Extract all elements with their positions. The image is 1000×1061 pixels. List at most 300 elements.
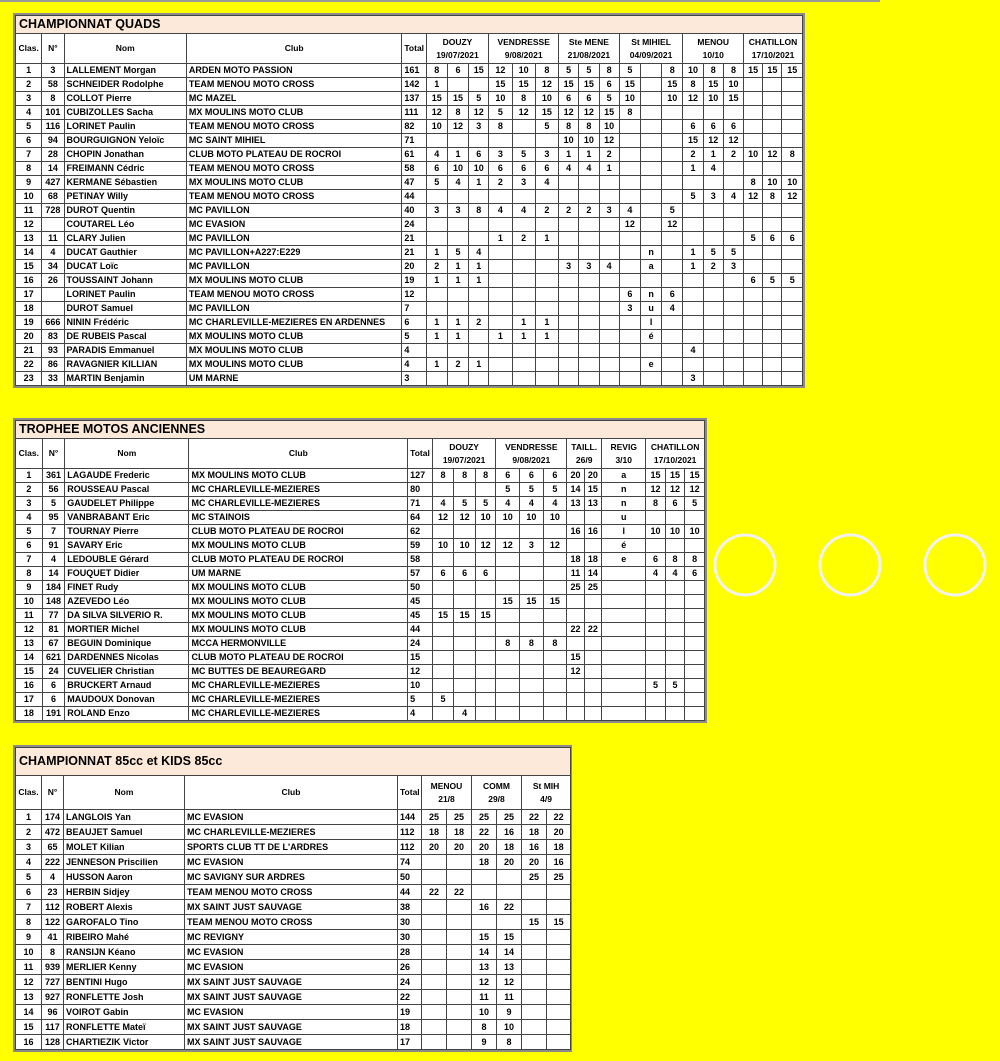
cell-score (683, 316, 703, 330)
cell-nom: AZEVEDO Léo (65, 595, 189, 609)
cell-score (685, 539, 705, 553)
event-header: COMM 29/8 (472, 776, 522, 810)
cell-score: 1 (512, 316, 535, 330)
cell-score: 1 (683, 246, 703, 260)
cell-score (543, 567, 567, 581)
cell-score (454, 651, 476, 665)
cell-score (454, 553, 476, 567)
cell-score (559, 316, 579, 330)
cell-score (646, 693, 666, 707)
cell-score (559, 358, 579, 372)
cell-score (535, 274, 558, 288)
cell-club: MC CHARLEVILLE-MEZIERES EN ARDENNES (186, 316, 401, 330)
cell-club: MX SAINT JUST SAUVAGE (185, 990, 398, 1005)
cell-score (559, 302, 579, 316)
cell-club: MC SAVIGNY SUR ARDRES (185, 870, 398, 885)
cell-score: 15 (619, 78, 640, 92)
cell-total: 19 (398, 1005, 422, 1020)
cell-nom: MARTIN Benjamin (64, 372, 186, 386)
cell-score: 3 (579, 260, 599, 274)
cell-score (685, 679, 705, 693)
cell-score: 15 (496, 595, 520, 609)
cell-score: 16 (584, 525, 601, 539)
cell-score (512, 274, 535, 288)
cell-score: 12 (475, 539, 496, 553)
cell-score (543, 525, 567, 539)
cell-clas: 10 (16, 190, 42, 204)
cell-score (579, 288, 599, 302)
cell-score: 8 (665, 553, 685, 567)
cell-n: 41 (42, 930, 64, 945)
cell-score: 10 (489, 92, 512, 106)
cell-club: MC PAVILLON (186, 302, 401, 316)
cell-score (447, 1005, 472, 1020)
cell-score (744, 120, 763, 134)
cell-clas: 20 (16, 330, 42, 344)
cell-n: 56 (42, 483, 65, 497)
cell-score (640, 232, 661, 246)
cell-score: 1 (469, 274, 489, 288)
cell-score (489, 190, 512, 204)
cell-score (579, 344, 599, 358)
cell-score (547, 975, 571, 990)
cell-score: 5 (619, 64, 640, 78)
cell-score: 12 (662, 218, 683, 232)
cell-score (520, 553, 544, 567)
cell-club: MX MOULINS MOTO CLUB (186, 344, 401, 358)
cell-score: 6 (683, 120, 703, 134)
cell-score: 2 (703, 260, 723, 274)
cell-nom: CUBIZOLLES Sacha (64, 106, 186, 120)
cell-total: 80 (408, 483, 433, 497)
cell-score (723, 330, 743, 344)
cell-nom: VOIROT Gabin (64, 1005, 185, 1020)
cell-clas: 2 (16, 483, 43, 497)
kids-table (15, 747, 571, 1050)
cell-n: 116 (42, 120, 64, 134)
cell-total: 61 (402, 148, 426, 162)
cell-score (602, 609, 646, 623)
cell-score: 1 (489, 232, 512, 246)
cell-score (599, 190, 619, 204)
table-row (16, 581, 705, 595)
col-header-total: Total (408, 439, 433, 469)
col-header-n: N° (42, 439, 65, 469)
cell-score: 18 (567, 553, 584, 567)
cell-total: 71 (402, 134, 426, 148)
cell-total: 50 (398, 870, 422, 885)
cell-n: 11 (42, 232, 64, 246)
cell-score: 16 (497, 825, 522, 840)
cell-score (520, 623, 544, 637)
cell-score: 4 (432, 497, 454, 511)
cell-score (422, 975, 447, 990)
event-header: St MIH 4/9 (522, 776, 571, 810)
cell-clas: 16 (16, 274, 42, 288)
cell-score: 18 (472, 855, 497, 870)
cell-score: 15 (512, 78, 535, 92)
cell-total: 64 (408, 511, 433, 525)
cell-score (520, 651, 544, 665)
cell-score (489, 372, 512, 386)
cell-score (535, 218, 558, 232)
cell-score (683, 106, 703, 120)
cell-score: 20 (547, 825, 571, 840)
cell-score (662, 134, 683, 148)
cell-total: 44 (408, 623, 433, 637)
table-row (16, 855, 571, 870)
cell-score (599, 372, 619, 386)
cell-score (584, 707, 601, 721)
cell-total: 45 (408, 609, 433, 623)
cell-score: 2 (512, 232, 535, 246)
cell-score (543, 553, 567, 567)
cell-score (422, 915, 447, 930)
cell-score (432, 581, 454, 595)
cell-score: 6 (579, 92, 599, 106)
cell-score (782, 134, 803, 148)
cell-score: 15 (447, 92, 468, 106)
cell-total: 4 (402, 358, 426, 372)
cell-score (447, 990, 472, 1005)
cell-score (559, 190, 579, 204)
cell-score (472, 885, 497, 900)
cell-club: TEAM MENOU MOTO CROSS (186, 288, 401, 302)
cell-n (42, 288, 64, 302)
cell-club: MX MOULINS MOTO CLUB (189, 469, 408, 483)
cell-score: 10 (619, 92, 640, 106)
cell-score (469, 232, 489, 246)
cell-nom: VANBRABANT Eric (65, 511, 189, 525)
cell-score (662, 120, 683, 134)
quads-title: CHAMPIONNAT QUADS (16, 16, 803, 34)
cell-score: 14 (497, 945, 522, 960)
cell-score: 1 (426, 358, 447, 372)
cell-score: 15 (782, 64, 803, 78)
cell-score: 1 (512, 330, 535, 344)
cell-score: 14 (472, 945, 497, 960)
cell-nom: COUTAREL Léo (64, 218, 186, 232)
anciennes-table (15, 420, 705, 721)
table-row (16, 274, 803, 288)
cell-score: 6 (489, 162, 512, 176)
cell-score (723, 344, 743, 358)
cell-score: 20 (567, 469, 584, 483)
cell-score (602, 679, 646, 693)
cell-n: 222 (42, 855, 64, 870)
cell-total: 17 (398, 1035, 422, 1050)
cell-score (469, 288, 489, 302)
table-row (16, 960, 571, 975)
cell-score: 12 (543, 539, 567, 553)
table-row (16, 840, 571, 855)
cell-score (662, 358, 683, 372)
cell-n: 122 (42, 915, 64, 930)
cell-score: 5 (543, 483, 567, 497)
cell-score (782, 246, 803, 260)
cell-score (619, 344, 640, 358)
col-header-total: Total (402, 34, 426, 64)
watermark-logo (700, 520, 1000, 610)
cell-score (447, 945, 472, 960)
cell-total: 57 (408, 567, 433, 581)
cell-score: 15 (683, 134, 703, 148)
table-row (16, 232, 803, 246)
cell-n: 128 (42, 1035, 64, 1050)
cell-score (665, 665, 685, 679)
cell-clas: 12 (16, 218, 42, 232)
cell-score (683, 358, 703, 372)
cell-nom: BRUCKERT Arnaud (65, 679, 189, 693)
cell-score: 6 (559, 92, 579, 106)
cell-score: a (602, 469, 646, 483)
cell-score: 12 (599, 134, 619, 148)
table-row (16, 260, 803, 274)
cell-clas: 8 (16, 162, 42, 176)
cell-nom: LANGLOIS Yan (64, 810, 185, 825)
cell-clas: 17 (16, 288, 42, 302)
cell-clas: 4 (16, 511, 43, 525)
cell-score (469, 218, 489, 232)
cell-score (782, 260, 803, 274)
cell-score (723, 372, 743, 386)
cell-score (763, 218, 782, 232)
cell-score (723, 162, 743, 176)
cell-score (646, 637, 666, 651)
cell-score: 15 (520, 595, 544, 609)
cell-score: 15 (685, 469, 705, 483)
cell-total: 47 (402, 176, 426, 190)
cell-score: 2 (579, 204, 599, 218)
cell-score (723, 204, 743, 218)
cell-score (665, 595, 685, 609)
cell-score (665, 539, 685, 553)
cell-score (685, 595, 705, 609)
cell-club: MX MOULINS MOTO CLUB (189, 609, 408, 623)
cell-score (475, 707, 496, 721)
table-row (16, 204, 803, 218)
cell-score (763, 78, 782, 92)
cell-score (454, 665, 476, 679)
cell-clas: 9 (16, 176, 42, 190)
cell-score (579, 372, 599, 386)
cell-score: 1 (559, 148, 579, 162)
cell-total: 24 (408, 637, 433, 651)
cell-score: 18 (522, 825, 547, 840)
cell-n: 93 (42, 344, 64, 358)
cell-clas: 5 (16, 870, 42, 885)
cell-score (763, 120, 782, 134)
cell-score (619, 162, 640, 176)
event-header: Ste MENE 21/08/2021 (559, 34, 620, 64)
cell-score (567, 637, 584, 651)
cell-score (584, 539, 601, 553)
col-header-club: Club (189, 439, 408, 469)
cell-club: UM MARNE (186, 372, 401, 386)
cell-score: 15 (426, 92, 447, 106)
cell-score (520, 665, 544, 679)
cell-score: 10 (469, 162, 489, 176)
cell-score (472, 870, 497, 885)
table-row (16, 316, 803, 330)
cell-score (547, 990, 571, 1005)
cell-score (475, 693, 496, 707)
cell-club: CLUB MOTO PLATEAU DE ROCROI (189, 651, 408, 665)
cell-score (496, 609, 520, 623)
cell-score: 4 (703, 162, 723, 176)
col-header-nom: Nom (65, 439, 189, 469)
cell-score (567, 595, 584, 609)
cell-score: 1 (426, 274, 447, 288)
cell-score: e (602, 553, 646, 567)
cell-score: l (602, 525, 646, 539)
cell-score (422, 945, 447, 960)
cell-clas: 15 (16, 260, 42, 274)
cell-score: 15 (703, 78, 723, 92)
cell-nom: DARDENNES Nicolas (65, 651, 189, 665)
cell-score (744, 372, 763, 386)
cell-score: 5 (489, 106, 512, 120)
cell-clas: 13 (16, 990, 42, 1005)
cell-score: 14 (567, 483, 584, 497)
cell-score: 5 (559, 64, 579, 78)
cell-n: 148 (42, 595, 65, 609)
cell-score: 10 (512, 64, 535, 78)
cell-score (475, 637, 496, 651)
cell-score (520, 525, 544, 539)
cell-score: 12 (447, 120, 468, 134)
cell-score: 8 (763, 190, 782, 204)
cell-club: MX SAINT JUST SAUVAGE (185, 1020, 398, 1035)
cell-score: 13 (584, 497, 601, 511)
cell-score: 15 (547, 915, 571, 930)
cell-score (426, 344, 447, 358)
cell-score: 1 (426, 316, 447, 330)
cell-score (559, 330, 579, 344)
cell-score (535, 288, 558, 302)
cell-score (432, 483, 454, 497)
cell-score (426, 302, 447, 316)
table-row (16, 162, 803, 176)
cell-score (454, 525, 476, 539)
cell-score (723, 274, 743, 288)
cell-score: 6 (512, 162, 535, 176)
cell-score (744, 204, 763, 218)
cell-score: 10 (475, 511, 496, 525)
event-header: VENDRESSE 9/08/2021 (496, 439, 567, 469)
cell-score (723, 316, 743, 330)
cell-score: 1 (426, 78, 447, 92)
table-row (16, 483, 705, 497)
cell-score (432, 651, 454, 665)
cell-score: 8 (520, 637, 544, 651)
cell-score: 1 (683, 260, 703, 274)
cell-score: 4 (662, 302, 683, 316)
cell-n: 14 (42, 162, 64, 176)
cell-score: 15 (469, 64, 489, 78)
cell-total: 15 (408, 651, 433, 665)
cell-score (683, 274, 703, 288)
cell-club: MC EVASION (185, 810, 398, 825)
cell-score (422, 870, 447, 885)
cell-score: 8 (497, 1035, 522, 1050)
cell-nom: RONFLETTE Mateï (64, 1020, 185, 1035)
cell-score (426, 218, 447, 232)
cell-score (475, 679, 496, 693)
cell-score (454, 693, 476, 707)
cell-clas: 13 (16, 232, 42, 246)
cell-score (432, 525, 454, 539)
cell-score (602, 693, 646, 707)
table-row (16, 1005, 571, 1020)
cell-score: 16 (522, 840, 547, 855)
cell-score (497, 915, 522, 930)
cell-score: 12 (703, 134, 723, 148)
cell-n: 65 (42, 840, 64, 855)
cell-score: 5 (512, 148, 535, 162)
cell-club: MC CHARLEVILLE-MEZIERES (189, 679, 408, 693)
cell-total: 45 (408, 595, 433, 609)
cell-score (489, 358, 512, 372)
cell-clas: 8 (16, 567, 43, 581)
table-row (16, 595, 705, 609)
cell-nom: ROBERT Alexis (64, 900, 185, 915)
cell-score: 8 (579, 120, 599, 134)
cell-score: 8 (475, 469, 496, 483)
cell-score (763, 288, 782, 302)
col-header-clas: Clas. (16, 34, 42, 64)
cell-score: 6 (744, 274, 763, 288)
cell-score (602, 665, 646, 679)
cell-score: 15 (543, 595, 567, 609)
cell-score: 5 (579, 64, 599, 78)
cell-total: 112 (398, 825, 422, 840)
cell-score (640, 134, 661, 148)
cell-score (640, 106, 661, 120)
cell-total: 40 (402, 204, 426, 218)
quads-table-body (16, 64, 803, 386)
cell-score: 12 (559, 106, 579, 120)
cell-score: 6 (432, 567, 454, 581)
cell-score (584, 651, 601, 665)
cell-total: 50 (408, 581, 433, 595)
cell-score (763, 246, 782, 260)
cell-score (567, 679, 584, 693)
cell-score (522, 990, 547, 1005)
table-row (16, 176, 803, 190)
cell-score (520, 679, 544, 693)
cell-score (454, 679, 476, 693)
cell-n: 94 (42, 134, 64, 148)
cell-score: 4 (599, 260, 619, 274)
cell-nom: MORTIER Michel (65, 623, 189, 637)
cell-score: 4 (512, 204, 535, 218)
cell-score (723, 358, 743, 372)
cell-score (703, 218, 723, 232)
cell-score (567, 539, 584, 553)
cell-nom: LORINET Paulin (64, 288, 186, 302)
cell-score (662, 274, 683, 288)
cell-score: 1 (535, 316, 558, 330)
cell-score: 1 (447, 330, 468, 344)
cell-score (475, 665, 496, 679)
cell-score (703, 274, 723, 288)
cell-clas: 18 (16, 302, 42, 316)
cell-score (665, 609, 685, 623)
cell-club: CLUB MOTO PLATEAU DE ROCROI (189, 525, 408, 539)
cell-score: 5 (763, 274, 782, 288)
cell-score (782, 92, 803, 106)
